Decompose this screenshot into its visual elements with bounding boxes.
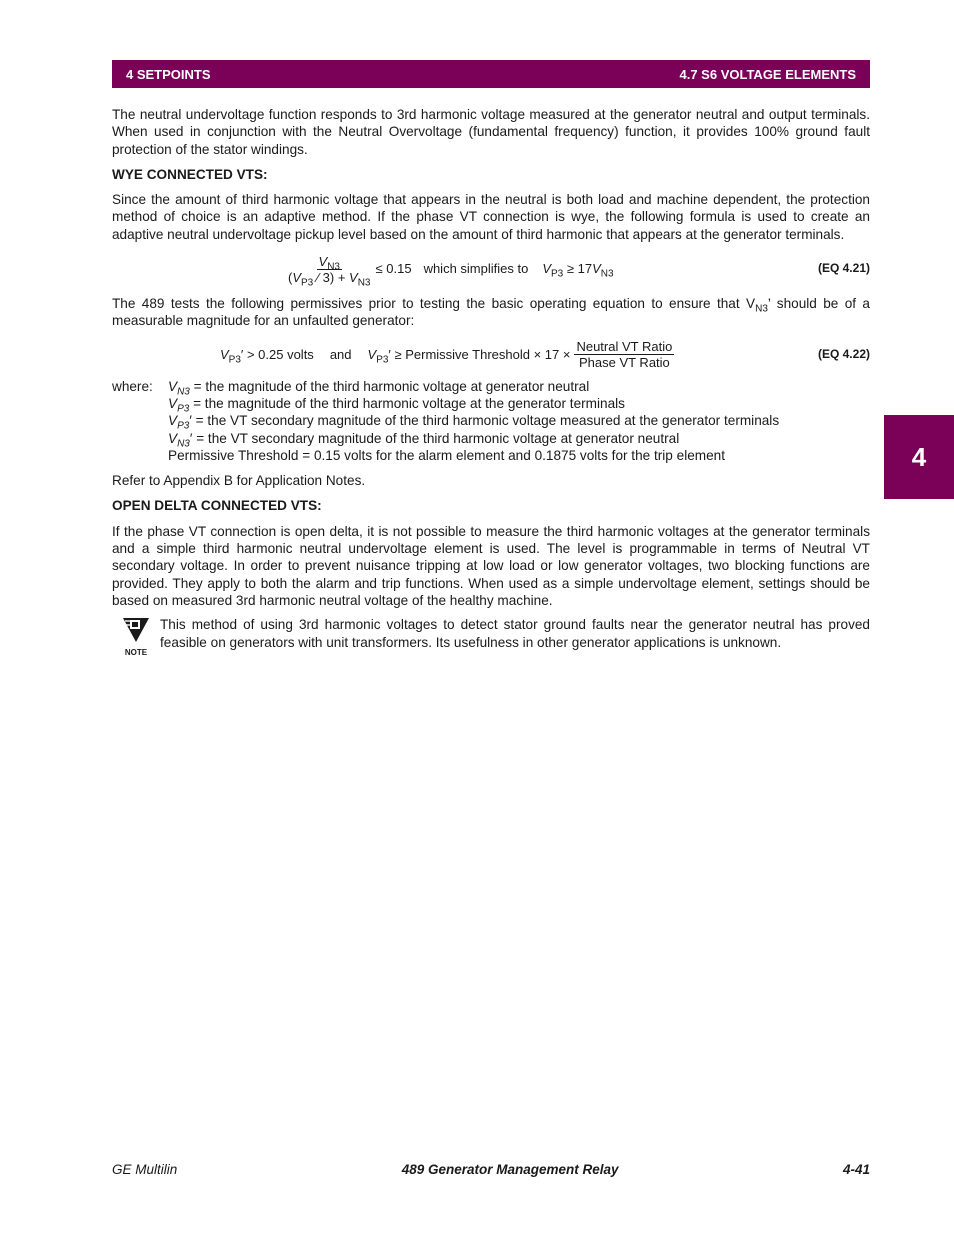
eq2-label: (EQ 4.22) <box>817 346 870 361</box>
equation-4-22 <box>112 336 870 374</box>
note-triangle-icon <box>121 616 151 644</box>
eq2-and: and <box>329 347 352 363</box>
chapter-side-tab <box>884 415 954 499</box>
eq1-rhs: $V_{P3} \ge 17V_{N3}$ <box>542 261 614 281</box>
permissives-paragraph: The 489 tests the following permissives prior to testing the basic operating equation to ensure that $V_{N3}$’ should be of a measurable magnitude for an unfaulted generator: <box>112 296 870 329</box>
eq1-relation: ≤ 0.15 <box>375 261 412 277</box>
eq2-fraction: $\frac{\text{Neutral VT Ratio}}{\text{Phase VT Ratio}}$ <box>576 339 673 371</box>
intro-paragraph: The neutral undervoltage function responds to 3rd harmonic voltage measured at the generator neutral and output terminals. When used in conjunction with the Neutral Overvoltage (fundamental frequency) function, it provides 100% ground fault protection of the stator windings. <box>112 107 870 157</box>
where-definitions <box>112 378 870 464</box>
definition-vp3-prime: $V_{P3}'$ = the VT secondary magnitude of the third harmonic voltage measured at the generator terminals <box>168 413 780 432</box>
eq1-label: (EQ 4.21) <box>817 261 870 276</box>
footer-product: 489 Generator Management Relay <box>401 1162 619 1177</box>
where-label: where: <box>112 378 153 394</box>
definition-vp3: $V_{P3}$ = the magnitude of the third harmonic voltage at the generator terminals <box>168 395 625 415</box>
eq1-text: which simplifies to <box>423 261 529 277</box>
definition-threshold: Permissive Threshold = 0.15 volts for the alarm element and 0.1875 volts for the trip element <box>168 447 725 463</box>
header-chapter: 4 SETPOINTS <box>126 66 211 82</box>
equation-4-21 <box>112 250 870 288</box>
footer-page-number: 4-41 <box>842 1162 870 1177</box>
eq2-rhs: $V_{P3}'$ ≥ Permissive Threshold × 17 × <box>367 347 571 366</box>
note-text: This method of using 3rd harmonic voltages to detect stator ground faults near the generator neutral has proved feasible on generators with unit transformers. Its usefulness in other generator applications is unknown. <box>160 617 870 650</box>
refer-paragraph: Refer to Appendix B for Application Notes. <box>112 473 366 489</box>
page-body <box>112 106 870 662</box>
eq2-lhs: $V_{P3}' > 0.25$ volts <box>220 347 314 366</box>
definition-vn3: $V_{N3}$ = the magnitude of the third harmonic voltage at generator neutral <box>168 378 590 398</box>
definition-vn3-prime: $V_{N3}'$ = the VT secondary magnitude of the third harmonic voltage at generator neutral <box>168 430 680 450</box>
page-footer <box>112 1162 870 1177</box>
footer-company: GE Multilin <box>112 1162 178 1177</box>
open-delta-paragraph: If the phase VT connection is open delta, it is not possible to measure the third harmonic voltages at the generator terminals and a simple third harmonic neutral undervoltage element is used. The level is programmable in terms of Neutral VT secondary voltage. In order to prevent nuisance tripping at low load or low generator voltages, two blocking functions are provided. They apply to both the alarm and trip functions. When used as a simple undervoltage element, settings should be based on measured 3rd harmonic neutral voltage of the healthy machine. <box>112 523 870 608</box>
note-block <box>112 616 870 661</box>
chapter-tab-label: 4 <box>911 441 927 472</box>
note-icon <box>112 616 160 661</box>
eq1-fraction: $\frac{V_{N3}}{(V_{P3} ⁄ 3) + V_{N3}}$ <box>288 253 371 289</box>
open-delta-heading: OPEN DELTA CONNECTED VTS: <box>112 498 322 514</box>
page-header-bar <box>112 60 870 88</box>
header-section: 4.7 S6 VOLTAGE ELEMENTS <box>679 66 856 82</box>
wye-paragraph: Since the amount of third harmonic voltage that appears in the neutral is both load and machine dependent, the protection method of choice is an adaptive method. If the phase VT connection is wye, the following formula is used to create an adaptive neutral undervoltage pickup level based on the amount of third harmonic that appears at the generator terminals. <box>112 192 870 242</box>
note-icon-label: NOTE <box>124 648 148 658</box>
wye-heading: WYE CONNECTED VTS: <box>112 166 268 182</box>
